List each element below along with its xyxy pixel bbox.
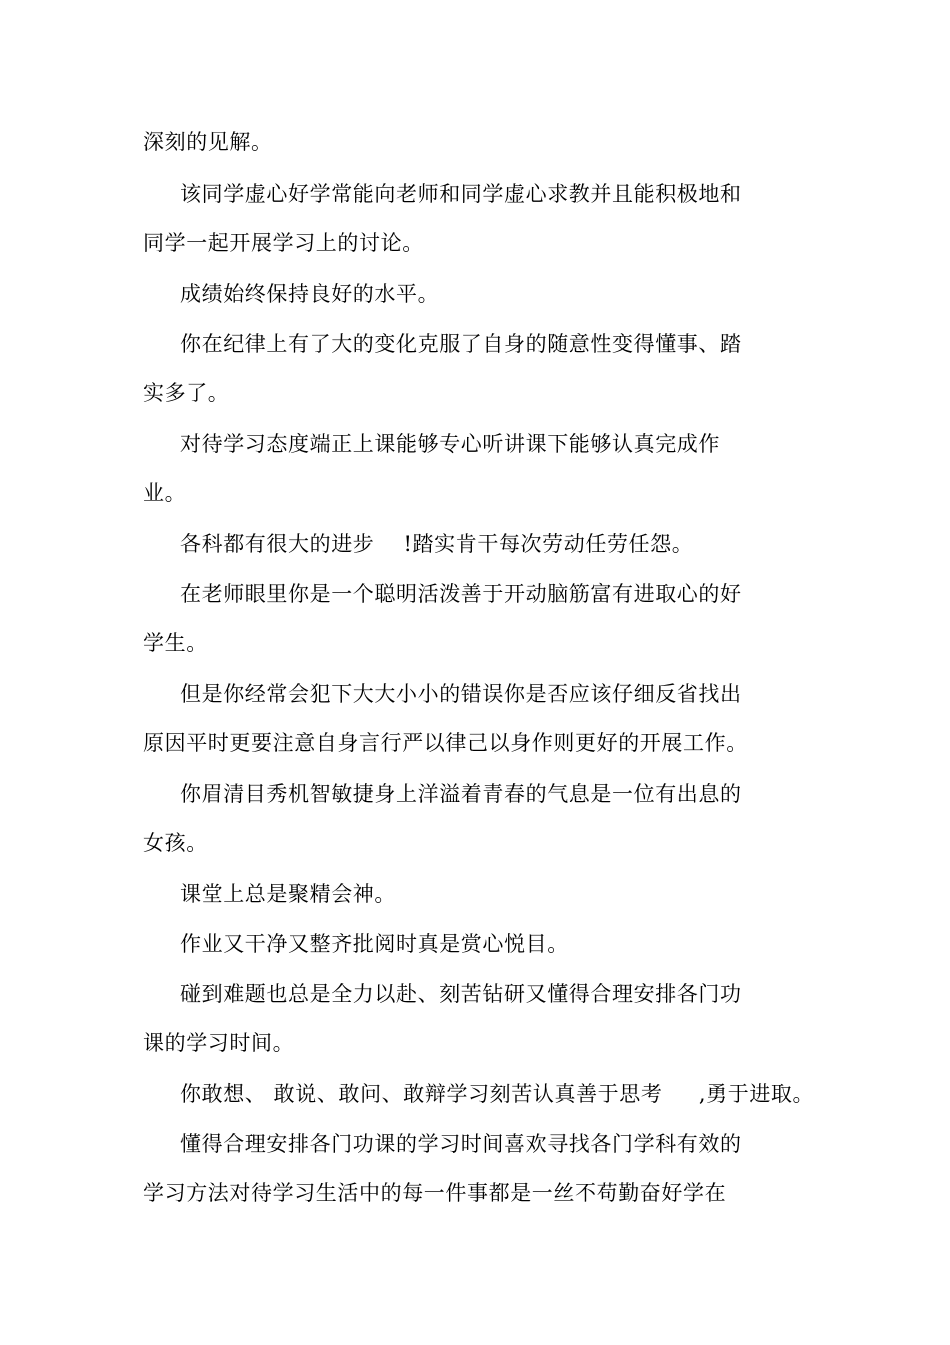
text-line: 业。: [143, 481, 187, 505]
text-line: 该同学虚心好学常能向老师和同学虚心求教并且能积极地和: [180, 182, 742, 206]
text-line: 你敢想、 敢说、敢问、敢辩学习刻苦认真善于思考 ,勇于进取。: [180, 1082, 815, 1106]
text-line: 各科都有很大的进步 !踏实肯干每次劳动任劳任怨。: [180, 532, 694, 556]
text-line: 女孩。: [143, 831, 208, 855]
text-line: 实多了。: [143, 381, 230, 405]
text-line: 学习方法对待学习生活中的每一件事都是一丝不苟勤奋好学在: [143, 1181, 727, 1205]
text-line: 但是你经常会犯下大大小小的错误你是否应该仔细反省找出: [180, 682, 742, 706]
text-line: 成绩始终保持良好的水平。: [180, 282, 440, 306]
text-line: 你眉清目秀机智敏捷身上洋溢着青春的气息是一位有出息的: [180, 782, 742, 806]
text-line: 懂得合理安排各门功课的学习时间喜欢寻找各门学科有效的: [180, 1132, 742, 1156]
text-line: 作业又干净又整齐批阅时真是赏心悦目。: [180, 932, 569, 956]
text-line: 你在纪律上有了大的变化克服了自身的随意性变得懂事、踏: [180, 332, 742, 356]
text-line: 课堂上总是聚精会神。: [180, 882, 396, 906]
text-line: 学生。: [143, 631, 208, 655]
text-line: 碰到难题也总是全力以赴、刻苦钻研又懂得合理安排各门功: [180, 982, 742, 1006]
text-line: 课的学习时间。: [143, 1031, 295, 1055]
text-line: 深刻的见解。: [143, 130, 273, 154]
text-line: 对待学习态度端正上课能够专心听讲课下能够认真完成作: [180, 432, 720, 456]
text-line: 在老师眼里你是一个聪明活泼善于开动脑筋富有进取心的好: [180, 582, 742, 606]
text-line: 同学一起开展学习上的讨论。: [143, 231, 424, 255]
text-line: 原因平时更要注意自身言行严以律己以身作则更好的开展工作。: [143, 731, 748, 755]
